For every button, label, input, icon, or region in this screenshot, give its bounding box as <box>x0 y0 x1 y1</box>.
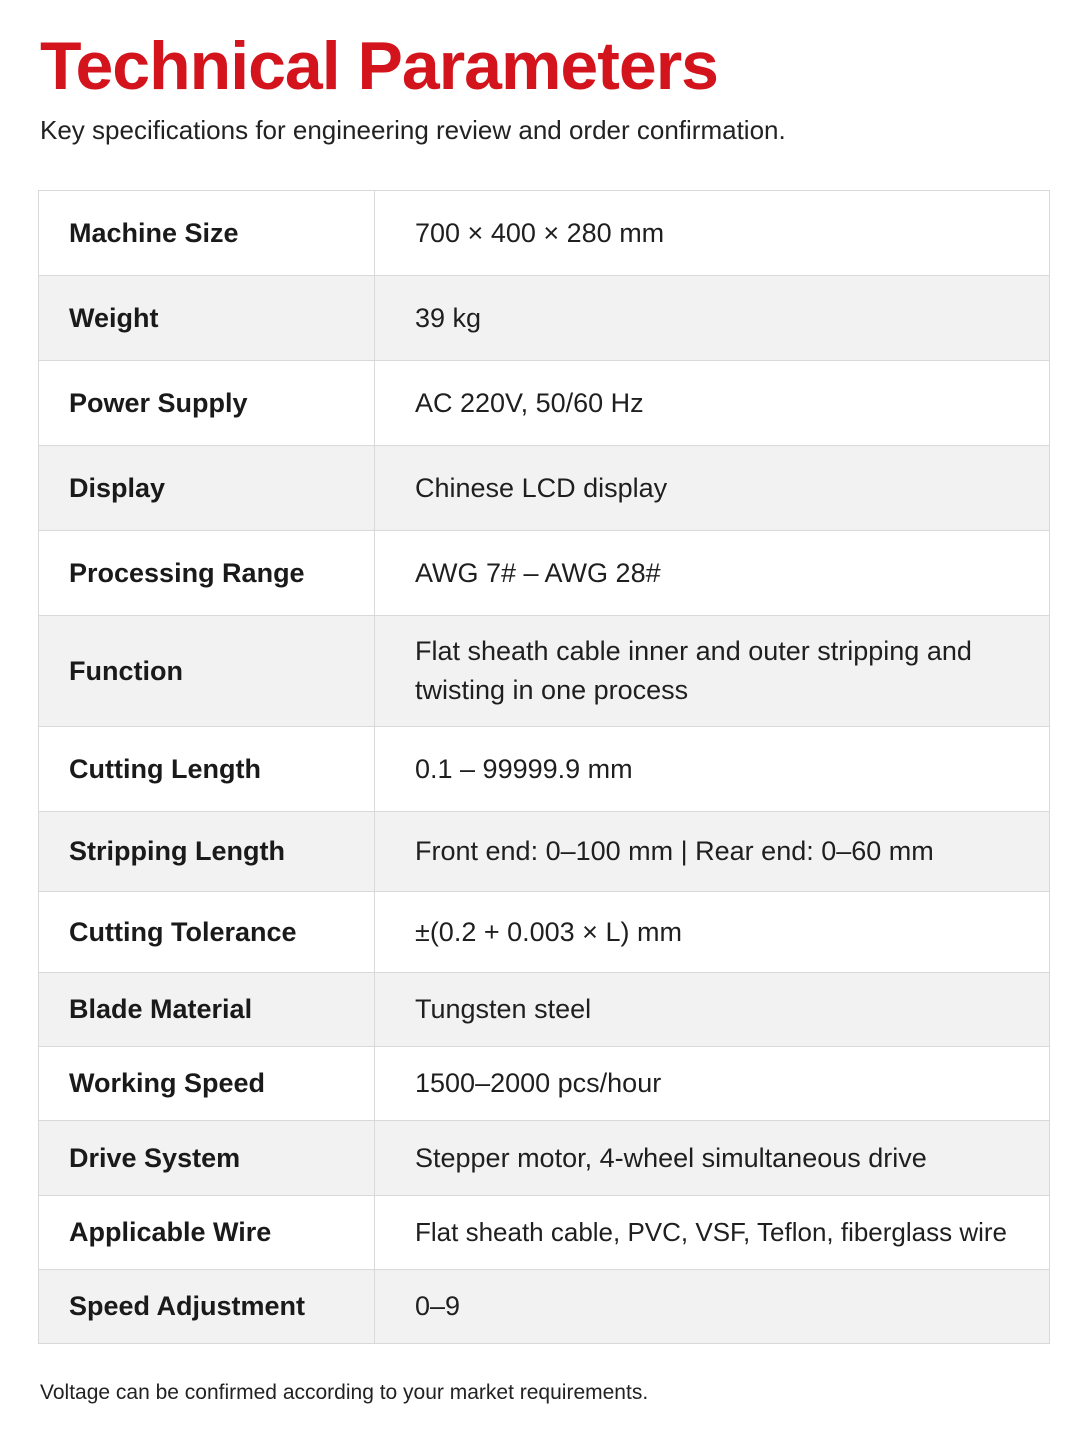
table-row <box>39 616 1050 727</box>
param-value: AC 220V, 50/60 Hz <box>375 361 1050 446</box>
table-row <box>39 191 1050 276</box>
param-value: Flat sheath cable inner and outer stripping and twisting in one process <box>375 616 1050 727</box>
footnote: Voltage can be confirmed according to your market requirements. <box>40 1381 649 1404</box>
table-row <box>39 361 1050 446</box>
param-value: AWG 7# – AWG 28# <box>375 531 1050 616</box>
param-value: Flat sheath cable, PVC, VSF, Teflon, fiberglass wire <box>375 1196 1050 1270</box>
param-value: 1500–2000 pcs/hour <box>375 1047 1050 1121</box>
param-name: Processing Range <box>39 531 375 616</box>
param-name: Working Speed <box>39 1047 375 1121</box>
param-name: Power Supply <box>39 361 375 446</box>
table-row <box>39 1121 1050 1196</box>
param-name: Machine Size <box>39 191 375 276</box>
param-value: Front end: 0–100 mm | Rear end: 0–60 mm <box>375 812 1050 892</box>
table-row <box>39 727 1050 812</box>
param-value: Chinese LCD display <box>375 446 1050 531</box>
param-value: ±(0.2 + 0.003 × L) mm <box>375 892 1050 973</box>
table-row <box>39 1196 1050 1270</box>
param-name: Cutting Length <box>39 727 375 812</box>
param-value: Tungsten steel <box>375 973 1050 1047</box>
table-row <box>39 276 1050 361</box>
table-row <box>39 892 1050 973</box>
table-row <box>39 531 1050 616</box>
table-row <box>39 1270 1050 1344</box>
spec-table <box>38 190 1050 1344</box>
table-row <box>39 973 1050 1047</box>
page-title: Technical Parameters <box>40 28 718 104</box>
table-row <box>39 446 1050 531</box>
table-row <box>39 1047 1050 1121</box>
param-name: Speed Adjustment <box>39 1270 375 1344</box>
param-value: 0–9 <box>375 1270 1050 1344</box>
param-name: Weight <box>39 276 375 361</box>
param-value: Stepper motor, 4-wheel simultaneous drive <box>375 1121 1050 1196</box>
param-name: Blade Material <box>39 973 375 1047</box>
page-subtitle: Key specifications for engineering review and order confirmation. <box>40 115 786 145</box>
param-value: 39 kg <box>375 276 1050 361</box>
param-name: Applicable Wire <box>39 1196 375 1270</box>
param-name: Drive System <box>39 1121 375 1196</box>
param-name: Cutting Tolerance <box>39 892 375 973</box>
param-name: Display <box>39 446 375 531</box>
param-value: 0.1 – 99999.9 mm <box>375 727 1050 812</box>
param-value: 700 × 400 × 280 mm <box>375 191 1050 276</box>
param-name: Stripping Length <box>39 812 375 892</box>
table-row <box>39 812 1050 892</box>
param-name: Function <box>39 616 375 727</box>
